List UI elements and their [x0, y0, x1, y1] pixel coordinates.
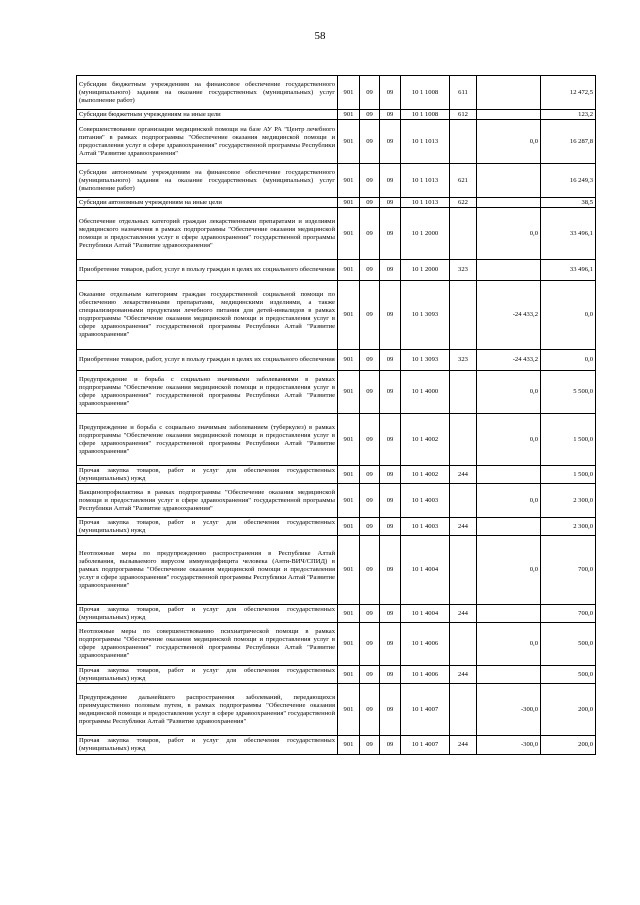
table-row — [77, 110, 596, 120]
row-change-amount: 0,0 — [477, 536, 541, 605]
row-subsection: 09 — [380, 120, 401, 164]
row-total-amount: 33 496,1 — [541, 208, 596, 260]
row-total-amount: 2 300,0 — [541, 518, 596, 536]
row-admin-code: 901 — [338, 76, 360, 110]
row-section: 09 — [360, 110, 380, 120]
row-section: 09 — [360, 260, 380, 281]
row-total-amount: 33 496,1 — [541, 260, 596, 281]
table-row — [77, 666, 596, 684]
row-admin-code: 901 — [338, 736, 360, 755]
row-total-amount: 1 500,0 — [541, 466, 596, 484]
row-name: Приобретение товаров, работ, услуг в пользу граждан в целях их социального обеспечения — [77, 350, 338, 371]
table-row — [77, 208, 596, 260]
row-subsection: 09 — [380, 110, 401, 120]
row-name: Прочая закупка товаров, работ и услуг для обеспечения государственных (муниципальных) нужд — [77, 736, 338, 755]
table-row — [77, 414, 596, 466]
row-expense-type: 244 — [450, 605, 477, 623]
row-expense-type — [450, 281, 477, 350]
row-section: 09 — [360, 120, 380, 164]
row-subsection: 09 — [380, 518, 401, 536]
row-admin-code: 901 — [338, 466, 360, 484]
table-row — [77, 736, 596, 755]
table-row — [77, 120, 596, 164]
row-section: 09 — [360, 414, 380, 466]
table-row — [77, 350, 596, 371]
row-total-amount: 500,0 — [541, 666, 596, 684]
budget-table — [76, 75, 596, 755]
row-target-code: 10 1 1008 — [401, 110, 450, 120]
row-subsection: 09 — [380, 666, 401, 684]
row-section: 09 — [360, 281, 380, 350]
row-name: Субсидии автономным учреждениям на финансовое обеспечение государственного (муниципального) задания на оказание государственных (муниципальных) услуг (выполнение работ) — [77, 164, 338, 198]
row-section: 09 — [360, 605, 380, 623]
row-total-amount: 2 300,0 — [541, 484, 596, 518]
row-admin-code: 901 — [338, 623, 360, 666]
row-subsection: 09 — [380, 281, 401, 350]
row-total-amount: 1 500,0 — [541, 414, 596, 466]
row-target-code: 10 1 4006 — [401, 623, 450, 666]
table-row — [77, 684, 596, 736]
row-expense-type — [450, 371, 477, 414]
row-target-code: 10 1 4007 — [401, 684, 450, 736]
table-row — [77, 164, 596, 198]
row-admin-code: 901 — [338, 484, 360, 518]
row-section: 09 — [360, 684, 380, 736]
row-section: 09 — [360, 536, 380, 605]
row-change-amount: 0,0 — [477, 371, 541, 414]
row-change-amount: 0,0 — [477, 414, 541, 466]
row-change-amount — [477, 666, 541, 684]
table-row — [77, 466, 596, 484]
table-row — [77, 605, 596, 623]
row-change-amount: 0,0 — [477, 120, 541, 164]
row-total-amount: 5 500,0 — [541, 371, 596, 414]
row-total-amount: 500,0 — [541, 623, 596, 666]
row-expense-type — [450, 484, 477, 518]
row-target-code: 10 1 4006 — [401, 666, 450, 684]
row-target-code: 10 1 3093 — [401, 350, 450, 371]
table-row — [77, 484, 596, 518]
row-admin-code: 901 — [338, 666, 360, 684]
row-expense-type: 622 — [450, 198, 477, 208]
row-total-amount: 0,0 — [541, 281, 596, 350]
row-name: Обеспечение отдельных категорий граждан лекарственными препаратами и изделиями медицинского назначения в рамках подпрограммы "Обеспечение оказания медицинской помощи и предоставления услуг в сфере здравоохранения" государственной программы Республики Алтай "Развитие здравоохранения" — [77, 208, 338, 260]
row-total-amount: 38,5 — [541, 198, 596, 208]
row-subsection: 09 — [380, 736, 401, 755]
row-admin-code: 901 — [338, 518, 360, 536]
row-change-amount — [477, 198, 541, 208]
row-expense-type: 621 — [450, 164, 477, 198]
row-expense-type — [450, 684, 477, 736]
row-target-code: 10 1 2000 — [401, 208, 450, 260]
table-row — [77, 518, 596, 536]
row-name: Приобретение товаров, работ, услуг в пользу граждан в целях их социального обеспечения — [77, 260, 338, 281]
row-expense-type — [450, 414, 477, 466]
row-name: Предупреждение и борьба с социально значимыми заболеваниями в рамках подпрограммы "Обеспечение оказания медицинской помощи и предоставления услуг в сфере здравоохранения" государственной программы Республики Алтай "Развитие здравоохранения" — [77, 371, 338, 414]
row-expense-type: 612 — [450, 110, 477, 120]
table-row — [77, 260, 596, 281]
row-name: Предупреждение дальнейшего распространения заболеваний, передающихся преимущественно половым путем, в рамках подпрограммы "Обеспечение оказания медицинской помощи и предоставления услуг в сфере здравоохранения" государственной программы Республики Алтай "Развитие здравоохранения" — [77, 684, 338, 736]
row-section: 09 — [360, 484, 380, 518]
row-section: 09 — [360, 164, 380, 198]
row-section: 09 — [360, 371, 380, 414]
row-change-amount — [477, 518, 541, 536]
row-section: 09 — [360, 466, 380, 484]
row-admin-code: 901 — [338, 684, 360, 736]
row-total-amount: 700,0 — [541, 536, 596, 605]
row-name: Оказание отдельным категориям граждан государственной социальной помощи по обеспечению лекарственными препаратами, медицинскими изделиями, а также специализированными продуктами лечебного питания для детей-инвалидов в рамках подпрограммы "Обеспечение оказания медицинской помощи и предоставления услуг в сфере здравоохранения" государственной программы Республики Алтай "Развитие здравоохранения" — [77, 281, 338, 350]
row-section: 09 — [360, 623, 380, 666]
row-section: 09 — [360, 518, 380, 536]
row-target-code: 10 1 4004 — [401, 536, 450, 605]
row-expense-type: 244 — [450, 466, 477, 484]
row-section: 09 — [360, 76, 380, 110]
row-admin-code: 901 — [338, 281, 360, 350]
row-admin-code: 901 — [338, 371, 360, 414]
row-change-amount — [477, 110, 541, 120]
row-section: 09 — [360, 208, 380, 260]
row-target-code: 10 1 3093 — [401, 281, 450, 350]
row-change-amount: -24 433,2 — [477, 350, 541, 371]
row-subsection: 09 — [380, 414, 401, 466]
row-subsection: 09 — [380, 350, 401, 371]
row-target-code: 10 1 1013 — [401, 164, 450, 198]
row-expense-type — [450, 623, 477, 666]
row-target-code: 10 1 4002 — [401, 414, 450, 466]
row-expense-type: 323 — [450, 350, 477, 371]
row-name: Совершенствование организации медицинской помощи на базе АУ РА "Центр лечебного питания" в рамках подпрограммы "Обеспечение оказания медицинской помощи и предоставления услуг в сфере здравоохранения" государственной программы Республики Алтай "Развитие здравоохранения" — [77, 120, 338, 164]
row-expense-type — [450, 536, 477, 605]
row-section: 09 — [360, 736, 380, 755]
row-target-code: 10 1 4003 — [401, 484, 450, 518]
row-expense-type: 244 — [450, 736, 477, 755]
table-row — [77, 536, 596, 605]
row-total-amount: 123,2 — [541, 110, 596, 120]
row-name: Прочая закупка товаров, работ и услуг для обеспечения государственных (муниципальных) нужд — [77, 605, 338, 623]
row-subsection: 09 — [380, 623, 401, 666]
row-subsection: 09 — [380, 198, 401, 208]
row-target-code: 10 1 2000 — [401, 260, 450, 281]
table-row — [77, 623, 596, 666]
row-change-amount: -300,0 — [477, 684, 541, 736]
row-name: Вакцинопрофилактика в рамках подпрограммы "Обеспечение оказания медицинской помощи и предоставления услуг в сфере здравоохранения" государственной программы Республики Алтай "Развитие здравоохранения" — [77, 484, 338, 518]
row-section: 09 — [360, 198, 380, 208]
row-admin-code: 901 — [338, 350, 360, 371]
row-subsection: 09 — [380, 371, 401, 414]
row-change-amount — [477, 164, 541, 198]
table-row — [77, 371, 596, 414]
row-admin-code: 901 — [338, 110, 360, 120]
row-target-code: 10 1 4003 — [401, 518, 450, 536]
row-admin-code: 901 — [338, 198, 360, 208]
row-subsection: 09 — [380, 76, 401, 110]
row-name: Предупреждение и борьба с социально значимым заболеванием (туберкулез) в рамках подпрограммы "Обеспечение оказания медицинской помощи и предоставления услуг в сфере здравоохранения" государственной программы Республики Алтай "Развитие здравоохранения" — [77, 414, 338, 466]
row-section: 09 — [360, 350, 380, 371]
row-name: Прочая закупка товаров, работ и услуг для обеспечения государственных (муниципальных) нужд — [77, 466, 338, 484]
row-target-code: 10 1 1008 — [401, 76, 450, 110]
row-admin-code: 901 — [338, 260, 360, 281]
row-expense-type: 244 — [450, 518, 477, 536]
row-change-amount: -300,0 — [477, 736, 541, 755]
row-total-amount: 12 472,5 — [541, 76, 596, 110]
row-total-amount: 700,0 — [541, 605, 596, 623]
row-section: 09 — [360, 666, 380, 684]
row-name: Неотложные меры по совершенствованию психиатрической помощи в рамках подпрограммы "Обеспечение оказания медицинской помощи и предоставления услуг в сфере здравоохранения" государственной программы Республики Алтай "Развитие здравоохранения" — [77, 623, 338, 666]
row-expense-type — [450, 208, 477, 260]
row-name: Прочая закупка товаров, работ и услуг для обеспечения государственных (муниципальных) нужд — [77, 518, 338, 536]
row-total-amount: 16 287,8 — [541, 120, 596, 164]
row-subsection: 09 — [380, 208, 401, 260]
table-row — [77, 198, 596, 208]
row-expense-type: 323 — [450, 260, 477, 281]
row-name: Прочая закупка товаров, работ и услуг для обеспечения государственных (муниципальных) нужд — [77, 666, 338, 684]
row-subsection: 09 — [380, 466, 401, 484]
row-admin-code: 901 — [338, 605, 360, 623]
row-change-amount — [477, 260, 541, 281]
row-expense-type: 244 — [450, 666, 477, 684]
table-row — [77, 76, 596, 110]
row-total-amount: 200,0 — [541, 736, 596, 755]
row-admin-code: 901 — [338, 208, 360, 260]
row-subsection: 09 — [380, 260, 401, 281]
page-number: 58 — [314, 30, 326, 42]
row-admin-code: 901 — [338, 536, 360, 605]
row-name: Субсидии автономным учреждениям на иные цели — [77, 198, 338, 208]
row-target-code: 10 1 1013 — [401, 120, 450, 164]
row-total-amount: 200,0 — [541, 684, 596, 736]
row-subsection: 09 — [380, 164, 401, 198]
row-change-amount — [477, 76, 541, 110]
row-change-amount: 0,0 — [477, 208, 541, 260]
row-subsection: 09 — [380, 684, 401, 736]
row-name: Субсидии бюджетным учреждениям на финансовое обеспечение государственного (муниципального) задания на оказание государственных (муниципальных) услуг (выполнение работ) — [77, 76, 338, 110]
row-change-amount — [477, 605, 541, 623]
row-expense-type: 611 — [450, 76, 477, 110]
row-change-amount: 0,0 — [477, 484, 541, 518]
row-target-code: 10 1 1013 — [401, 198, 450, 208]
row-admin-code: 901 — [338, 120, 360, 164]
row-admin-code: 901 — [338, 414, 360, 466]
row-total-amount: 0,0 — [541, 350, 596, 371]
row-target-code: 10 1 4000 — [401, 371, 450, 414]
row-expense-type — [450, 120, 477, 164]
row-subsection: 09 — [380, 484, 401, 518]
row-name: Субсидии бюджетным учреждениям на иные цели — [77, 110, 338, 120]
row-target-code: 10 1 4007 — [401, 736, 450, 755]
row-change-amount: 0,0 — [477, 623, 541, 666]
row-subsection: 09 — [380, 536, 401, 605]
row-change-amount — [477, 466, 541, 484]
row-change-amount: -24 433,2 — [477, 281, 541, 350]
row-name: Неотложные меры по предупреждению распространения в Республике Алтай заболевания, вызываемого вирусом иммунодефицита человека (Анти-ВИЧ/СПИД) в рамках подпрограммы "Обеспечение оказания медицинской помощи и предоставления услуг в сфере здравоохранения" государственной программы Республики Алтай "Развитие здравоохранения" — [77, 536, 338, 605]
row-target-code: 10 1 4002 — [401, 466, 450, 484]
row-target-code: 10 1 4004 — [401, 605, 450, 623]
table-row — [77, 281, 596, 350]
row-admin-code: 901 — [338, 164, 360, 198]
row-total-amount: 16 249,3 — [541, 164, 596, 198]
row-subsection: 09 — [380, 605, 401, 623]
